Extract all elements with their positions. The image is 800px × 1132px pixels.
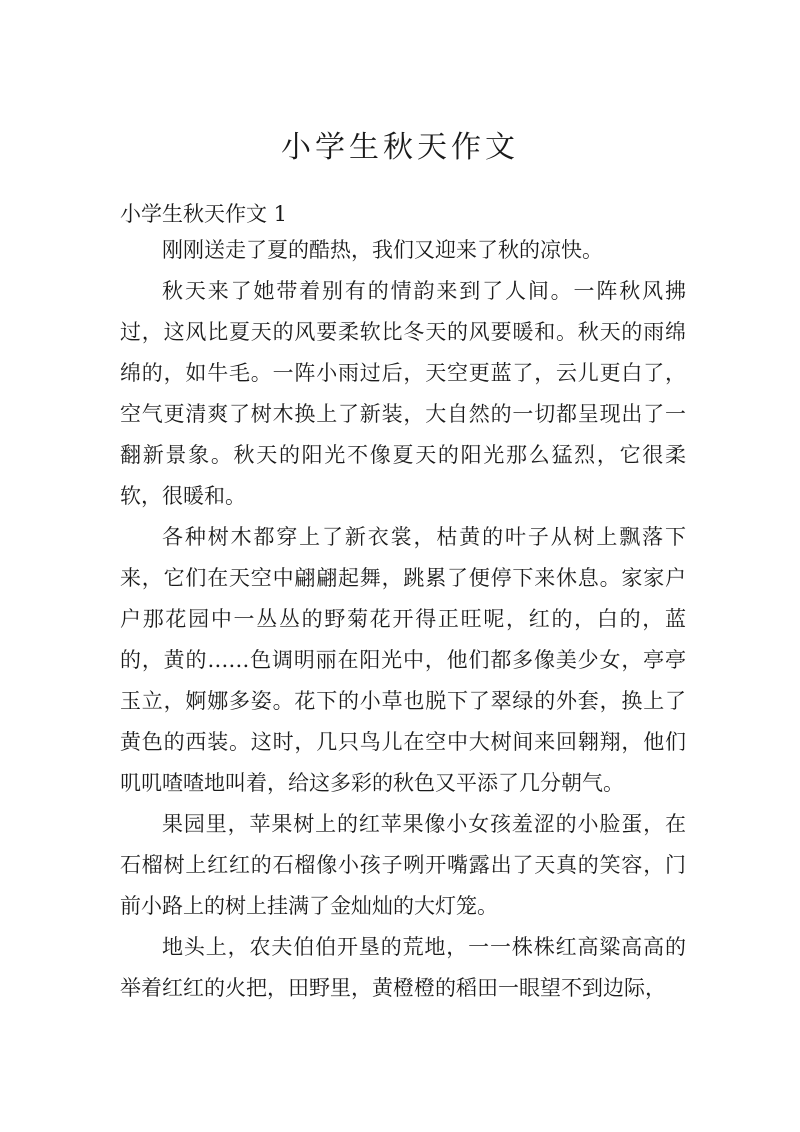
paragraph-3: 各种树木都穿上了新衣裳，枯黄的叶子从树上飘落下来，它们在天空中翩翩起舞，跳累了便停下来休息。家家户户那花园中一丛丛的野菊花开得正旺呢，红的，白的，蓝的，黄的……色调明丽在阳光中，他们都多像美少女，亭亭玉立，婀娜多姿。花下的小草也脱下了翠绿的外套，换上了黄色的西装。这时，几只鸟儿在空中大树间来回翱翔，他们叽叽喳喳地叫着，给这多彩的秋色又平添了几分朝气。 [120,525,686,795]
paragraph-4: 果园里，苹果树上的红苹果像小女孩羞涩的小脸蛋，在石榴树上红红的石榴像小孩子咧开嘴露出了天真的笑容，门前小路上的树上挂满了金灿灿的大灯笼。 [120,812,686,918]
section-heading: 小学生秋天作文 1 [120,202,288,226]
paragraph-1: 刚刚送走了夏的酷热，我们又迎来了秋的凉快。 [162,238,603,262]
paragraph-5: 地头上，农夫伯伯开垦的荒地，一一株株红高粱高高的举着红红的火把，田野里，黄橙橙的稻田一眼望不到边际， [120,935,686,1000]
essay-body [120,230,686,1009]
paragraph-2: 秋天来了她带着别有的情韵来到了人间。一阵秋风拂过，这风比夏天的风要柔软比冬天的风要暖和。秋天的雨绵绵的，如牛毛。一阵小雨过后，天空更蓝了，云儿更白了，空气更清爽了树木换上了新装，大自然的一切都呈现出了一翻新景象。秋天的阳光不像夏天的阳光那么猛烈，它很柔软，很暖和。 [120,279,686,508]
document-title: 小学生秋天作文 [281,130,519,165]
